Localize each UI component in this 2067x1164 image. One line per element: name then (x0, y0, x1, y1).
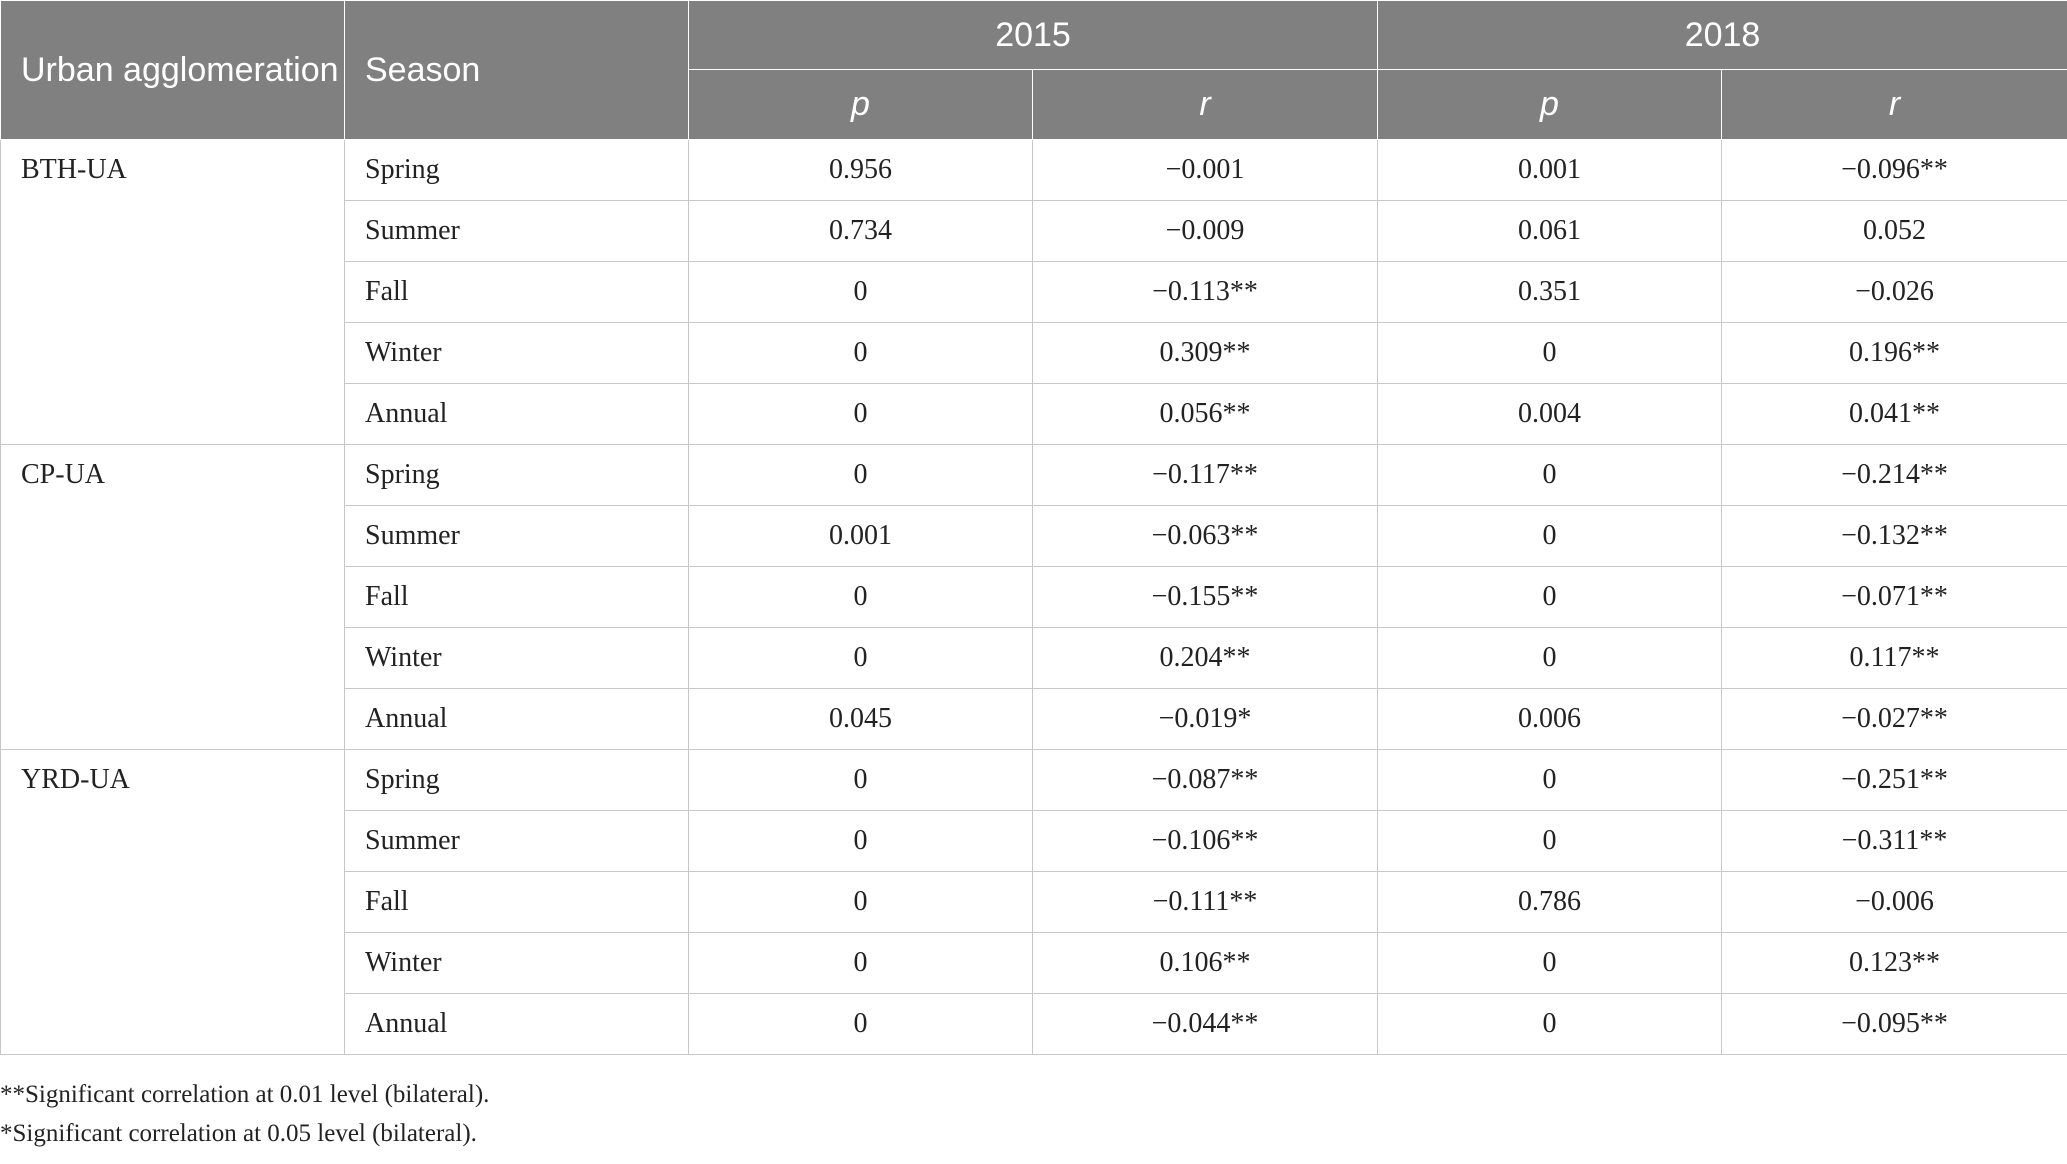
p-2015-cell: 0 (689, 628, 1033, 689)
footnote-single-star: *Significant correlation at 0.05 level (bilateral). (0, 1120, 477, 1147)
r-2015-cell: −0.117** (1033, 445, 1378, 506)
r-2018-cell: −0.096** (1722, 140, 2067, 201)
r-2018-cell: 0.123** (1722, 933, 2067, 994)
r-2015-cell: −0.155** (1033, 567, 1378, 628)
p-2018-cell: 0 (1378, 994, 1722, 1055)
r-2015-cell: −0.009 (1033, 201, 1378, 262)
season-cell: Fall (345, 872, 689, 933)
p-2015-cell: 0 (689, 994, 1033, 1055)
footnotes (0, 1075, 489, 1153)
season-cell: Summer (345, 506, 689, 567)
p-2015-cell: 0 (689, 872, 1033, 933)
p-2018-cell: 0 (1378, 506, 1722, 567)
r-2015-cell: 0.309** (1033, 323, 1378, 384)
p-2015-cell: 0 (689, 384, 1033, 445)
r-2018-cell: −0.071** (1722, 567, 2067, 628)
season-cell: Annual (345, 689, 689, 750)
header-urban-agglomeration: Urban agglomeration (1, 1, 345, 140)
table-body (1, 140, 2067, 1055)
r-2018-cell: −0.026 (1722, 262, 2067, 323)
p-2018-cell: 0.004 (1378, 384, 1722, 445)
footnote-double-star: **Significant correlation at 0.01 level (bilateral). (0, 1081, 490, 1108)
header-p-2018: p (1378, 70, 1722, 140)
season-cell: Annual (345, 384, 689, 445)
urban-agglomeration-cell: CP-UA (1, 445, 345, 750)
r-2015-cell: −0.087** (1033, 750, 1378, 811)
season-cell: Spring (345, 445, 689, 506)
p-2015-cell: 0 (689, 445, 1033, 506)
p-2015-cell: 0.956 (689, 140, 1033, 201)
urban-agglomeration-cell: BTH-UA (1, 140, 345, 445)
table-row (1, 140, 2067, 201)
season-cell: Fall (345, 262, 689, 323)
r-2015-cell: −0.111** (1033, 872, 1378, 933)
season-cell: Winter (345, 933, 689, 994)
header-r-2018: r (1722, 70, 2067, 140)
p-2018-cell: 0 (1378, 750, 1722, 811)
r-2015-cell: −0.044** (1033, 994, 1378, 1055)
r-2018-cell: −0.132** (1722, 506, 2067, 567)
season-cell: Spring (345, 140, 689, 201)
p-2015-cell: 0 (689, 933, 1033, 994)
r-2015-cell: 0.106** (1033, 933, 1378, 994)
table-row (1, 445, 2067, 506)
p-2015-cell: 0.734 (689, 201, 1033, 262)
p-2015-cell: 0 (689, 323, 1033, 384)
r-2018-cell: −0.027** (1722, 689, 2067, 750)
season-cell: Annual (345, 994, 689, 1055)
header-year-2018: 2018 (1378, 1, 2067, 70)
urban-agglomeration-cell: YRD-UA (1, 750, 345, 1055)
table-row (1, 750, 2067, 811)
r-2018-cell: −0.006 (1722, 872, 2067, 933)
season-cell: Winter (345, 323, 689, 384)
r-2018-cell: −0.311** (1722, 811, 2067, 872)
p-2015-cell: 0.045 (689, 689, 1033, 750)
p-2018-cell: 0.786 (1378, 872, 1722, 933)
p-2018-cell: 0 (1378, 445, 1722, 506)
p-2015-cell: 0 (689, 262, 1033, 323)
season-cell: Summer (345, 201, 689, 262)
p-2018-cell: 0.351 (1378, 262, 1722, 323)
p-2015-cell: 0 (689, 567, 1033, 628)
season-cell: Spring (345, 750, 689, 811)
header-p-2015: p (689, 70, 1033, 140)
r-2015-cell: −0.113** (1033, 262, 1378, 323)
r-2018-cell: 0.052 (1722, 201, 2067, 262)
p-2018-cell: 0 (1378, 323, 1722, 384)
season-cell: Winter (345, 628, 689, 689)
r-2015-cell: −0.063** (1033, 506, 1378, 567)
p-2015-cell: 0 (689, 750, 1033, 811)
r-2018-cell: −0.251** (1722, 750, 2067, 811)
table-header (1, 1, 2067, 140)
r-2018-cell: −0.095** (1722, 994, 2067, 1055)
r-2015-cell: −0.019* (1033, 689, 1378, 750)
r-2018-cell: 0.041** (1722, 384, 2067, 445)
p-2018-cell: 0.061 (1378, 201, 1722, 262)
r-2018-cell: −0.214** (1722, 445, 2067, 506)
r-2018-cell: 0.117** (1722, 628, 2067, 689)
p-2018-cell: 0 (1378, 567, 1722, 628)
r-2018-cell: 0.196** (1722, 323, 2067, 384)
season-cell: Summer (345, 811, 689, 872)
p-2018-cell: 0 (1378, 933, 1722, 994)
season-cell: Fall (345, 567, 689, 628)
p-2015-cell: 0 (689, 811, 1033, 872)
header-r-2015: r (1033, 70, 1378, 140)
p-2018-cell: 0.006 (1378, 689, 1722, 750)
r-2015-cell: −0.001 (1033, 140, 1378, 201)
p-2018-cell: 0 (1378, 628, 1722, 689)
header-season: Season (345, 1, 689, 140)
p-2018-cell: 0.001 (1378, 140, 1722, 201)
r-2015-cell: −0.106** (1033, 811, 1378, 872)
header-row-years (1, 1, 2067, 70)
r-2015-cell: 0.204** (1033, 628, 1378, 689)
p-2015-cell: 0.001 (689, 506, 1033, 567)
header-year-2015: 2015 (689, 1, 1378, 70)
r-2015-cell: 0.056** (1033, 384, 1378, 445)
p-2018-cell: 0 (1378, 811, 1722, 872)
